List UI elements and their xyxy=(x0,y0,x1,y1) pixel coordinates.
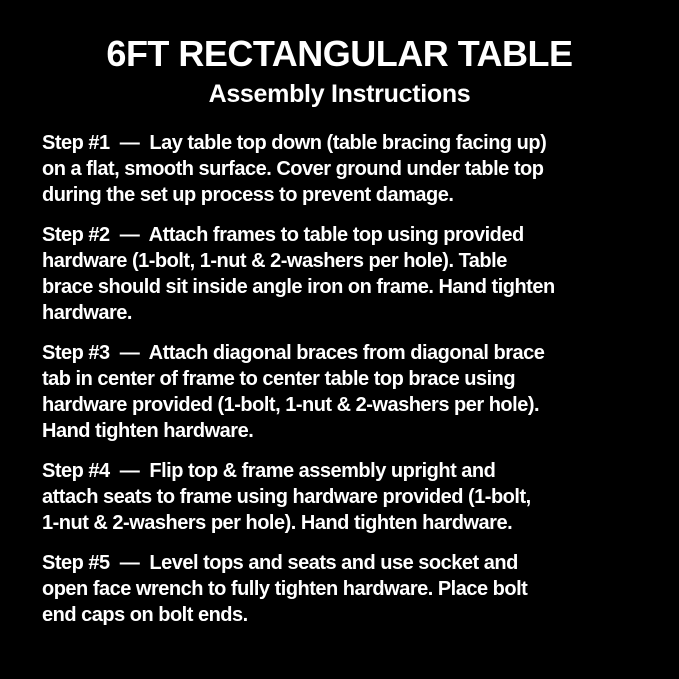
poster-title: 6FT RECTANGULAR TABLE xyxy=(106,33,573,74)
step-3-line-3: hardware provided (1-bolt, 1-nut & 2-washers per hole). xyxy=(42,394,540,416)
step-4-line-3: 1-nut & 2-washers per hole). Hand tighten hardware. xyxy=(42,512,513,534)
step-3-line-1: Step #3 — Attach diagonal braces from diagonal brace xyxy=(42,342,545,364)
step-2-line-1: Step #2 — Attach frames to table top using provided xyxy=(42,224,524,246)
step-4-paragraph xyxy=(42,458,637,536)
step-4-line-1: Step #4 — Flip top & frame assembly upright and xyxy=(42,460,496,482)
step-5-paragraph xyxy=(42,550,637,628)
step-2-line-2: hardware (1-bolt, 1-nut & 2-washers per hole). Table xyxy=(42,250,507,272)
step-2-paragraph xyxy=(42,222,637,326)
step-5-line-2: open face wrench to fully tighten hardware. Place bolt xyxy=(42,578,528,600)
step-2-line-4: hardware. xyxy=(42,302,132,324)
step-5-line-1: Step #5 — Level tops and seats and use socket and xyxy=(42,552,518,574)
steps-list xyxy=(42,130,637,628)
step-3-line-2: tab in center of frame to center table top brace using xyxy=(42,368,516,390)
step-3-paragraph xyxy=(42,340,637,444)
step-2-line-3: brace should sit inside angle iron on frame. Hand tighten xyxy=(42,276,555,298)
step-5-line-3: end caps on bolt ends. xyxy=(42,604,248,626)
step-1-paragraph xyxy=(42,130,637,208)
step-1-line-1: Step #1 — Lay table top down (table bracing facing up) xyxy=(42,132,547,154)
step-1-line-2: on a flat, smooth surface. Cover ground under table top xyxy=(42,158,544,180)
poster-subtitle: Assembly Instructions xyxy=(208,80,471,108)
step-3-line-4: Hand tighten hardware. xyxy=(42,420,254,442)
step-1-line-3: during the set up process to prevent damage. xyxy=(42,184,454,206)
step-4-line-2: attach seats to frame using hardware provided (1-bolt, xyxy=(42,486,531,508)
